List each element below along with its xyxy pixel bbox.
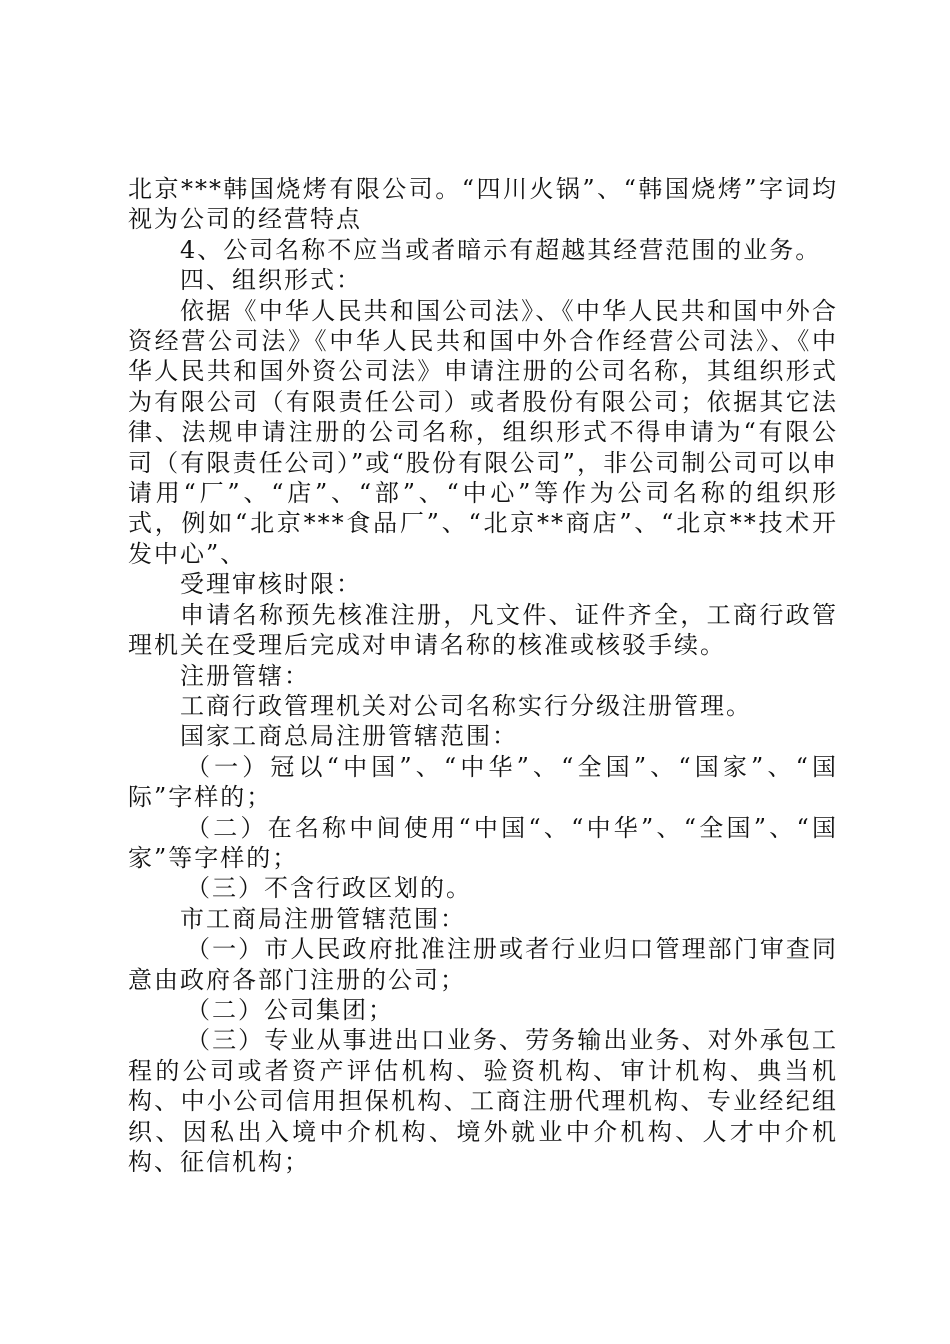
list-item-national-1: （一）冠以“中国”、“中华”、“全国”、“国家”、“国际”字样的；: [128, 752, 838, 812]
paragraph-organization-form: 依据《中华人民共和国公司法》、《中华人民共和国中外合资经营公司法》《中华人民共和国中外合作经营公司法》、《中华人民共和国外资公司法》申请注册的公司名称，其组织形式为有限公司（有限责任公司）或者股份有限公司；依据其它法律、法规申请注册的公司名称，组织形式不得申请为“有限公司（有限责任公司）”或“股份有限公司”，非公司制公司可以申请用“厂”、“店”、“部”、“中心”等作为公司名称的组织形式，例如“北京***食品厂”、“北京**商店”、“北京**技术开发中心”、: [128, 296, 838, 568]
paragraph-2: 4、公司名称不应当或者暗示有超越其经营范围的业务。: [180, 235, 822, 264]
section-heading-national-bureau-scope: 国家工商总局注册管辖范围：: [180, 722, 518, 751]
list-item-city-2: （二）公司集团；: [186, 995, 394, 1024]
paragraph-registration-jurisdiction: 工商行政管理机关对公司名称实行分级注册管理。: [180, 691, 752, 720]
paragraph-1: 北京***韩国烧烤有限公司。“四川火锅”、“韩国烧烤”字词均视为公司的经营特点: [128, 175, 838, 234]
section-heading-registration-jurisdiction: 注册管辖：: [180, 661, 310, 690]
list-item-national-3: （三）不含行政区划的。: [186, 874, 472, 903]
section-heading-organization-form: 四、组织形式：: [180, 266, 362, 295]
list-item-national-2: （二）在名称中间使用“中国“、“中华”、“全国”、“国家”等字样的；: [128, 813, 838, 872]
section-heading-city-bureau-scope: 市工商局注册管辖范围：: [180, 904, 466, 933]
paragraph-review-time-limit: 申请名称预先核准注册，凡文件、证件齐全，工商行政管理机关在受理后完成对申请名称的核准或核驳手续。: [128, 600, 838, 660]
section-heading-review-time-limit: 受理审核时限：: [180, 570, 362, 599]
list-item-city-1: （一）市人民政府批准注册或者行业归口管理部门审查同意由政府各部门注册的公司；: [128, 935, 838, 994]
document-body: [128, 174, 838, 1177]
list-item-city-3: （三）专业从事进出口业务、劳务输出业务、对外承包工程的公司或者资产评估机构、验资机构、审计机构、典当机构、中小公司信用担保机构、工商注册代理机构、专业经纪组织、因私出入境中介机构、境外就业中介机构、人才中介机构、征信机构；: [128, 1026, 838, 1176]
